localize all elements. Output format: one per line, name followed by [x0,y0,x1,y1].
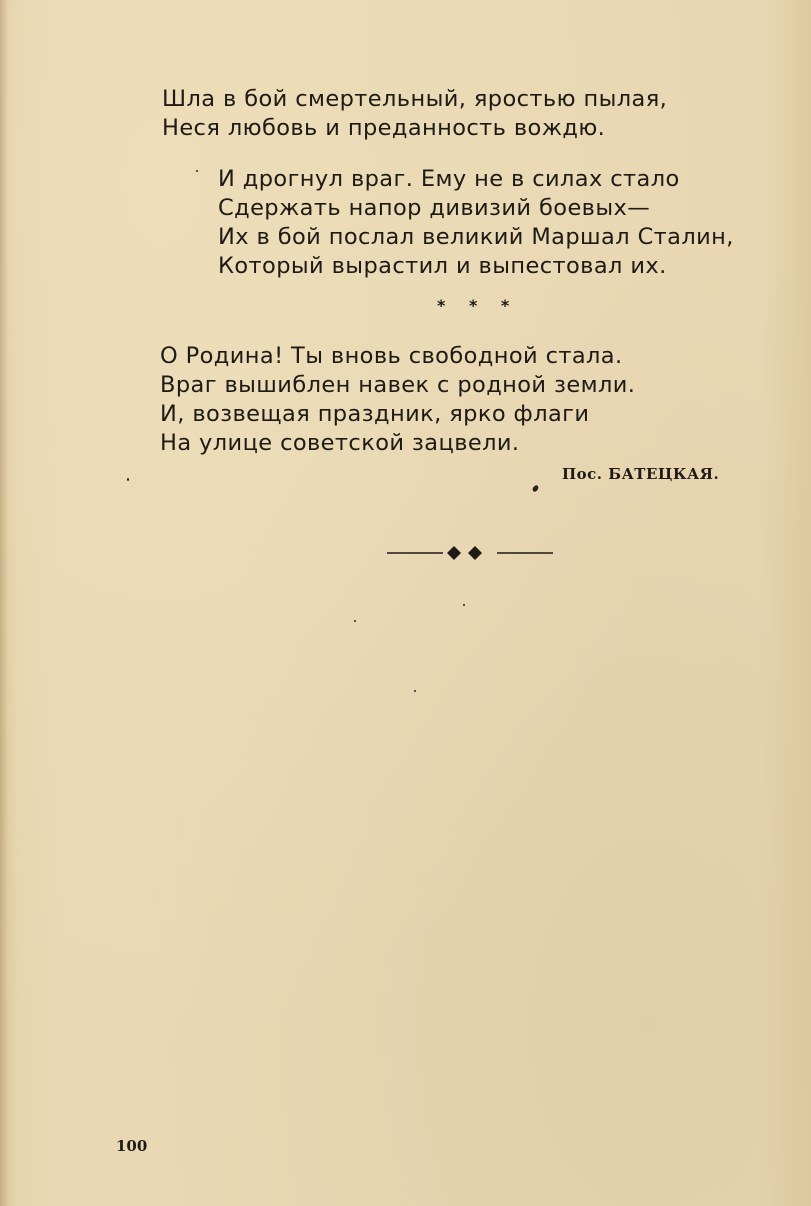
poem-line: И, возвещая праздник, ярко флаги [160,401,590,427]
ink-speck [531,484,539,493]
poem-line: Который вырастил и выпестовал их. [218,253,667,279]
poem-line: И дрогнул враг. Ему не в силах стало [218,166,680,192]
poem-line: Неся любовь и преданность вождю. [162,115,606,141]
poem-line: На улице советской зацвели. [160,430,520,456]
page-number: 100 [116,1137,148,1155]
ink-speck [414,690,416,692]
ink-speck [196,170,198,172]
ink-speck [463,604,465,606]
ink-speck [127,478,129,481]
diamond-glyph-left [447,546,461,560]
poem-line: Шла в бой смертельный, яростью пылая, [162,86,668,112]
ink-speck [354,620,356,622]
diamond-glyph-right [468,546,482,560]
poem-line: Враг вышиблен навек с родной земли. [160,372,636,398]
stanza-separator: * * * [437,296,519,315]
poem-line: Их в бой послал великий Маршал Сталин, [218,224,734,250]
page-edge-shadow [0,0,8,1206]
author-signature: Пос. БАТЕЦКАЯ. [562,465,720,483]
poem-line: Сдержать напор дивизий боевых— [218,195,651,221]
poem-line: О Родина! Ты вновь свободной стала. [160,343,623,369]
divider-ornament [387,544,553,562]
